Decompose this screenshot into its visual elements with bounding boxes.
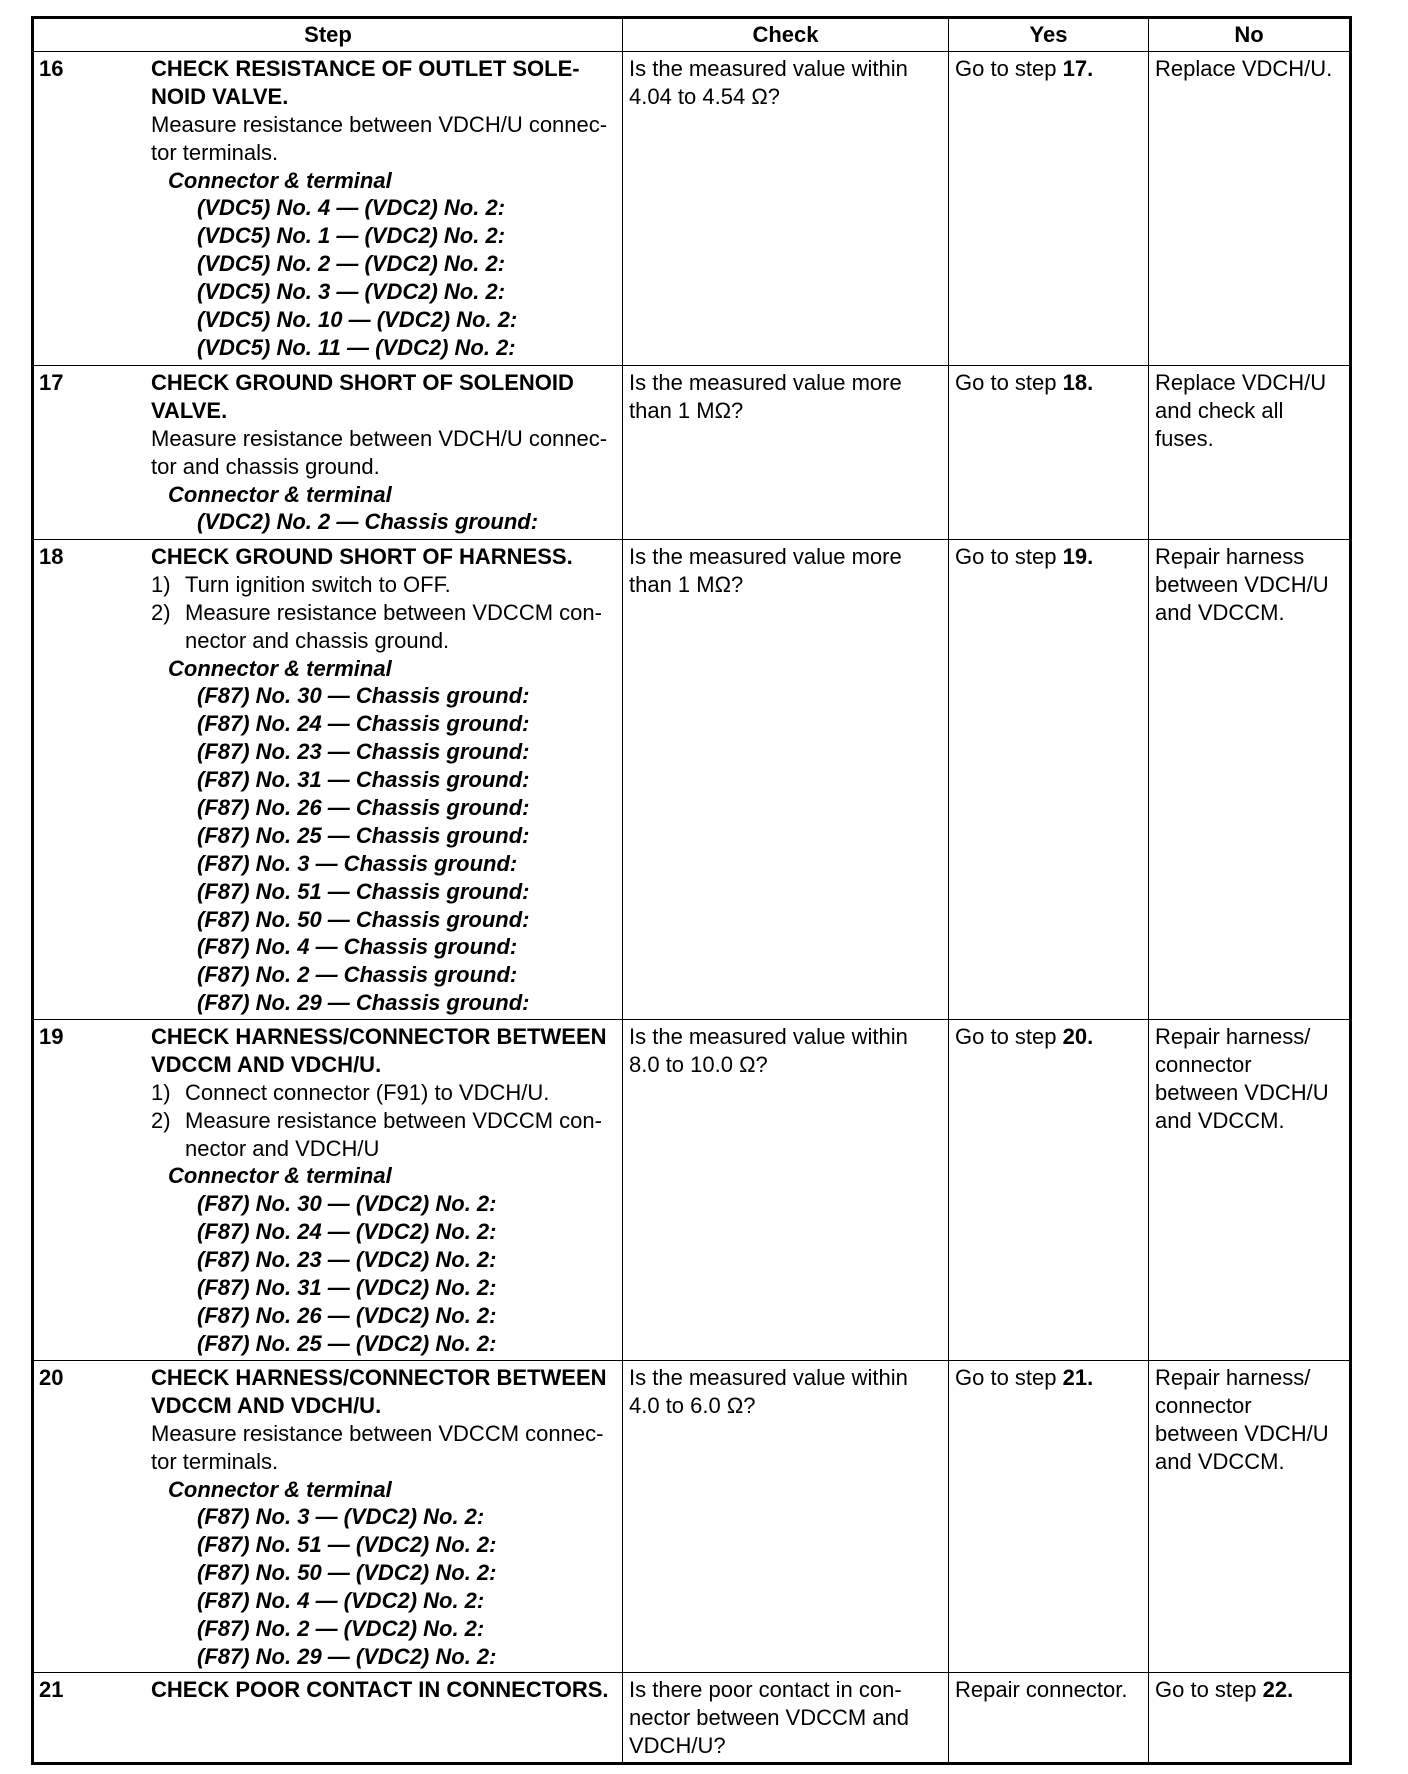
yes-cell: [949, 52, 1149, 366]
terminal-pair: (VDC5) No. 10 — (VDC2) No. 2:: [197, 307, 518, 333]
connector-label: Connector & terminal: [168, 1163, 392, 1189]
step-instruction: Measure resistance between VDCH/U connec-: [151, 111, 608, 137]
step-cell: [33, 1020, 623, 1361]
diagnostic-table: [31, 16, 1352, 1765]
goto-text: Go to step: [1155, 1677, 1257, 1702]
procedure-step: [151, 1079, 622, 1107]
step-title: CHECK HARNESS/CONNECTOR BETWEEN: [151, 1365, 607, 1390]
terminal-pair: (F87) No. 51 — (VDC2) No. 2:: [197, 1532, 497, 1558]
table-row: [33, 1673, 1351, 1764]
terminal-pair: (F87) No. 3 — (VDC2) No. 2:: [197, 1504, 485, 1530]
connector-label: Connector & terminal: [168, 1476, 392, 1502]
step-body: [151, 1023, 622, 1358]
terminal-pair: (F87) No. 50 — Chassis ground:: [197, 906, 530, 932]
procedure-marker: 1): [151, 571, 171, 597]
procedure-text: Turn ignition switch to OFF.: [185, 571, 451, 597]
check-cell: [623, 1020, 949, 1361]
step-cell: [33, 540, 623, 1020]
header-step: Step: [33, 18, 623, 52]
no-action: connector: [1155, 1051, 1252, 1077]
step-title: CHECK HARNESS/CONNECTOR BETWEEN: [151, 1024, 607, 1049]
terminal-pair: (F87) No. 4 — (VDC2) No. 2:: [197, 1588, 485, 1614]
step-body: [151, 1364, 622, 1671]
check-question: 4.04 to 4.54 Ω?: [629, 83, 781, 109]
goto-step-number: 20.: [1062, 1024, 1094, 1049]
yes-cell: [949, 1020, 1149, 1361]
procedure-text: nector and VDCH/U: [185, 1135, 380, 1161]
terminal-pair: (F87) No. 31 — Chassis ground:: [197, 767, 530, 793]
step-title: CHECK GROUND SHORT OF HARNESS.: [151, 544, 573, 569]
no-action: between VDCH/U: [1155, 1420, 1329, 1446]
terminal-pair: (F87) No. 23 — (VDC2) No. 2:: [197, 1247, 497, 1273]
terminal-pair: (F87) No. 23 — Chassis ground:: [197, 739, 530, 765]
check-question: than 1 MΩ?: [629, 397, 744, 423]
yes-cell: [949, 1673, 1149, 1764]
procedure-marker: 2): [151, 1107, 171, 1133]
no-cell: [1149, 52, 1351, 366]
terminal-pair: (VDC5) No. 11 — (VDC2) No. 2:: [197, 334, 516, 360]
procedure-text: Measure resistance between VDCCM con-: [185, 599, 602, 625]
terminal-pair: (F87) No. 30 — (VDC2) No. 2:: [197, 1191, 497, 1217]
terminal-pair: (F87) No. 29 — (VDC2) No. 2:: [197, 1643, 497, 1669]
step-number: 19: [39, 1024, 64, 1049]
terminal-pair: (F87) No. 29 — Chassis ground:: [197, 990, 530, 1016]
terminal-pair: (VDC5) No. 2 — (VDC2) No. 2:: [197, 251, 506, 277]
step-body: [151, 543, 622, 1017]
step-cell: [33, 52, 623, 366]
terminal-pair: (F87) No. 24 — (VDC2) No. 2:: [197, 1219, 497, 1245]
table-row: [33, 1361, 1351, 1673]
terminal-pair: (F87) No. 50 — (VDC2) No. 2:: [197, 1560, 497, 1586]
step-body: [151, 55, 622, 362]
step-title: VALVE.: [151, 397, 228, 423]
step-cell: [33, 1673, 623, 1764]
table-row: [33, 1020, 1351, 1361]
check-question: Is the measured value within: [629, 1024, 908, 1049]
no-action: Repair harness/: [1155, 1024, 1311, 1049]
no-action: and VDCCM.: [1155, 1448, 1285, 1474]
terminal-pair: (F87) No. 2 — (VDC2) No. 2:: [197, 1616, 485, 1642]
no-cell: [1149, 1673, 1351, 1764]
goto-text: Go to step: [955, 1365, 1057, 1390]
step-instruction: tor terminals.: [151, 139, 279, 165]
table-row: [33, 52, 1351, 366]
step-title: VDCCM AND VDCH/U.: [151, 1051, 382, 1077]
step-title: VDCCM AND VDCH/U.: [151, 1392, 382, 1418]
no-action: between VDCH/U: [1155, 571, 1329, 597]
header-no: No: [1149, 18, 1351, 52]
no-action: connector: [1155, 1392, 1252, 1418]
connector-label: Connector & terminal: [168, 655, 392, 681]
step-instruction: tor terminals.: [151, 1448, 279, 1474]
check-question: Is the measured value more: [629, 370, 902, 395]
terminal-pair: (F87) No. 3 — Chassis ground:: [197, 850, 518, 876]
no-action: and VDCCM.: [1155, 1107, 1285, 1133]
step-title: CHECK RESISTANCE OF OUTLET SOLE-: [151, 56, 580, 81]
terminal-pair: (F87) No. 25 — Chassis ground:: [197, 822, 530, 848]
terminal-pair: (F87) No. 30 — Chassis ground:: [197, 683, 530, 709]
terminal-pair: (VDC2) No. 2 — Chassis ground:: [197, 509, 539, 535]
no-action: [1155, 1676, 1349, 1704]
step-cell: [33, 366, 623, 540]
check-cell: [623, 366, 949, 540]
check-question: 4.0 to 6.0 Ω?: [629, 1392, 756, 1418]
yes-cell: [949, 540, 1149, 1020]
table-header-row: [33, 18, 1351, 52]
connector-label: Connector & terminal: [168, 481, 392, 507]
yes-cell: [949, 366, 1149, 540]
step-instruction: tor and chassis ground.: [151, 453, 380, 479]
step-cell: [33, 1361, 623, 1673]
step-title: CHECK POOR CONTACT IN CONNECTORS.: [151, 1677, 609, 1702]
no-cell: [1149, 1020, 1351, 1361]
terminal-pair: (F87) No. 31 — (VDC2) No. 2:: [197, 1275, 497, 1301]
goto-step-number: 18.: [1062, 370, 1094, 395]
check-question: 8.0 to 10.0 Ω?: [629, 1051, 768, 1077]
no-action: Replace VDCH/U: [1155, 370, 1327, 395]
check-question: nector between VDCCM and: [629, 1704, 910, 1730]
step-instruction: Measure resistance between VDCCM connec-: [151, 1420, 604, 1446]
header-check: Check: [623, 18, 949, 52]
no-action: fuses.: [1155, 425, 1214, 451]
terminal-pair: (F87) No. 2 — Chassis ground:: [197, 962, 518, 988]
check-question: Is the measured value more: [629, 544, 902, 569]
check-question: Is there poor contact in con-: [629, 1677, 902, 1702]
procedure-step: [151, 571, 622, 599]
terminal-pair: (F87) No. 25 — (VDC2) No. 2:: [197, 1330, 497, 1356]
check-question: VDCH/U?: [629, 1732, 726, 1758]
step-body: [151, 1676, 622, 1704]
no-action: Repair harness/: [1155, 1365, 1311, 1390]
check-question: Is the measured value within: [629, 56, 908, 81]
terminal-pair: (F87) No. 24 — Chassis ground:: [197, 711, 530, 737]
step-number: 17: [39, 370, 64, 395]
goto-step-number: 19.: [1062, 544, 1094, 569]
yes-action: [955, 543, 1148, 571]
table-row: [33, 540, 1351, 1020]
procedure-text: nector and chassis ground.: [185, 627, 450, 653]
yes-action: [955, 1023, 1148, 1051]
check-cell: [623, 52, 949, 366]
terminal-pair: (VDC5) No. 3 — (VDC2) No. 2:: [197, 279, 506, 305]
goto-step-number: 21.: [1062, 1365, 1094, 1390]
step-title: NOID VALVE.: [151, 83, 289, 109]
yes-action: Repair connector.: [955, 1677, 1128, 1702]
terminal-pair: (F87) No. 51 — Chassis ground:: [197, 878, 530, 904]
no-cell: [1149, 540, 1351, 1020]
no-action: Replace VDCH/U.: [1155, 56, 1333, 81]
step-number: 16: [39, 56, 64, 81]
check-cell: [623, 540, 949, 1020]
step-number: 21: [39, 1677, 64, 1702]
step-body: [151, 369, 622, 536]
no-action: and check all: [1155, 397, 1284, 423]
procedure-step: [151, 599, 622, 655]
procedure-text: Measure resistance between VDCCM con-: [185, 1107, 602, 1133]
step-title: CHECK GROUND SHORT OF SOLENOID: [151, 370, 574, 395]
procedure-marker: 2): [151, 599, 171, 625]
yes-action: [955, 55, 1148, 83]
header-yes: Yes: [949, 18, 1149, 52]
table-row: [33, 366, 1351, 540]
terminal-pair: (VDC5) No. 1 — (VDC2) No. 2:: [197, 223, 506, 249]
terminal-pair: (F87) No. 26 — (VDC2) No. 2:: [197, 1302, 497, 1328]
check-cell: [623, 1361, 949, 1673]
step-instruction: Measure resistance between VDCH/U connec-: [151, 425, 608, 451]
check-cell: [623, 1673, 949, 1764]
check-question: Is the measured value within: [629, 1365, 908, 1390]
no-action: Repair harness: [1155, 544, 1305, 569]
check-question: than 1 MΩ?: [629, 571, 744, 597]
procedure-marker: 1): [151, 1079, 171, 1105]
procedure-step: [151, 1107, 622, 1163]
no-cell: [1149, 1361, 1351, 1673]
no-action: and VDCCM.: [1155, 599, 1285, 625]
goto-step-number: 17.: [1062, 56, 1094, 81]
terminal-pair: (VDC5) No. 4 — (VDC2) No. 2:: [197, 195, 506, 221]
goto-text: Go to step: [955, 1024, 1057, 1049]
connector-label: Connector & terminal: [168, 167, 392, 193]
goto-text: Go to step: [955, 56, 1057, 81]
procedure-text: Connect connector (F91) to VDCH/U.: [185, 1079, 550, 1105]
yes-action: [955, 1364, 1148, 1392]
terminal-pair: (F87) No. 26 — Chassis ground:: [197, 795, 530, 821]
goto-step-number: 22.: [1262, 1677, 1294, 1702]
no-cell: [1149, 366, 1351, 540]
yes-cell: [949, 1361, 1149, 1673]
terminal-pair: (F87) No. 4 — Chassis ground:: [197, 934, 518, 960]
goto-text: Go to step: [955, 544, 1057, 569]
yes-action: [955, 369, 1148, 397]
goto-text: Go to step: [955, 370, 1057, 395]
step-number: 18: [39, 544, 64, 569]
step-number: 20: [39, 1365, 64, 1390]
no-action: between VDCH/U: [1155, 1079, 1329, 1105]
